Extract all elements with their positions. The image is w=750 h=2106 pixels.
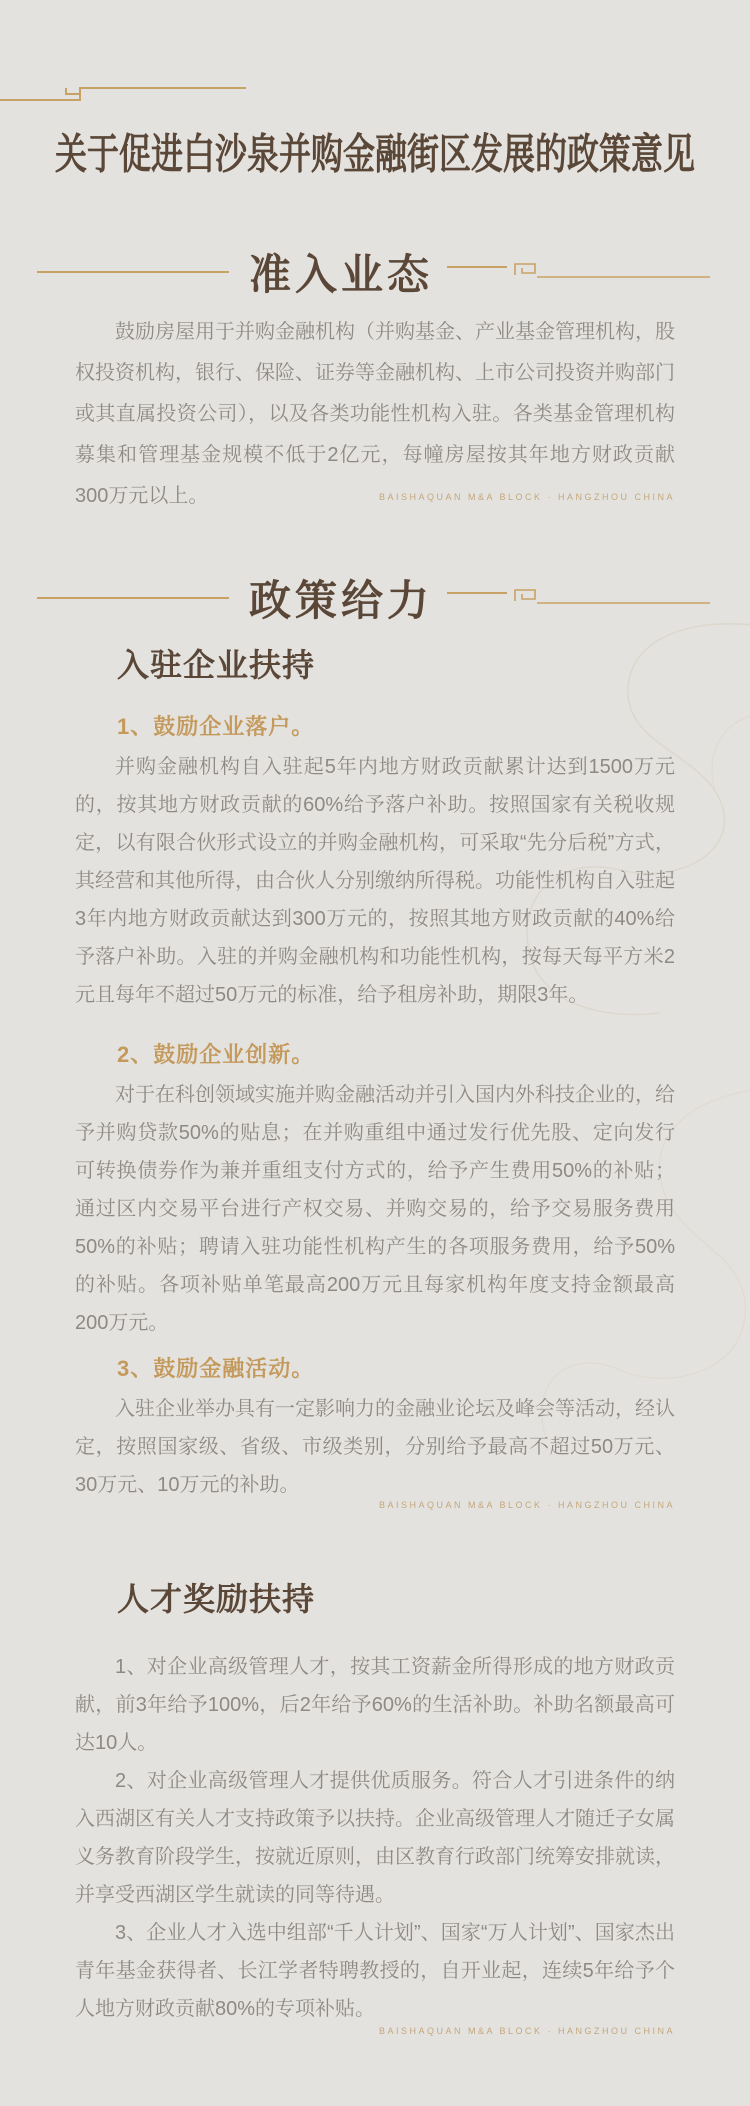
item-heading-innovate: 2、鼓励企业创新。 [117,1042,315,1067]
section-heading-policy: 政策给力 [248,577,433,624]
item-body-innovate: 对于在科创领域实施并购金融活动并引入国内外科技企业的，给予并购贷款50%的贴息；在并购重组中通过发行优先股、定向发行可转换债券作为兼并重组支付方式的，给予产生费用50%的补贴；通过区内交易平台进行产权交易、并购交易的，给予交易服务费用50%的补贴；聘请入驻功能性机构产生的各项服务费用，给予50%的补贴。各项补贴单笔最高200万元且每家机构年度支持金额最高200万元。 [75,1084,675,1334]
subsection-heading-enterprise: 入驻企业扶持 [117,647,316,683]
subsection-heading-talent: 人才奖励扶持 [117,1581,316,1617]
talent-paragraph-3: 3、企业人才入选中组部“千人计划”、国家“万人计划”、国家杰出青年基金获得者、长江学者特聘教授的，自开业起，连续5年给予个人地方财政贡献80%的专项补贴。 [75,1922,675,2020]
access-body-paragraph: 鼓励房屋用于并购金融机构（并购基金、产业基金管理机构，股权投资机构，银行、保险、证券等金融机构、上市公司投资并购部门或其直属投资公司），以及各类功能性机构入驻。各类基金管理机构募集和管理基金规模不低于2亿元，每幢房屋按其年地方财政贡献300万元以上。 [75,321,675,507]
item-heading-settle: 1、鼓励企业落户。 [117,714,315,739]
watermark-text: BAISHAQUAN M&A BLOCK · HANGZHOU CHINA [378,492,675,502]
item-body-finance-activity: 入驻企业举办具有一定影响力的金融业论坛及峰会等活动，经认定，按照国家级、省级、市级类别，分别给予最高不超过50万元、30万元、10万元的补助。 [75,1398,675,1496]
header-left-line [37,597,229,599]
section-header-access [0,244,750,300]
watermark-text: BAISHAQUAN M&A BLOCK · HANGZHOU CHINA [378,1500,675,1510]
header-right-meander-icon [447,583,713,613]
talent-paragraphs [75,1648,675,2028]
header-right-meander-icon [447,257,713,287]
watermark-text: BAISHAQUAN M&A BLOCK · HANGZHOU CHINA [378,2026,675,2036]
page-title: 关于促进白沙泉并购金融街区发展的政策意见 [54,130,695,179]
item-heading-finance-activity: 3、鼓励金融活动。 [117,1356,315,1381]
section-header-policy [0,570,750,626]
talent-paragraph-1: 1、对企业高级管理人才，按其工资薪金所得形成的地方财政贡献，前3年给予100%，后2年给予60%的生活补助。补助名额最高可达10人。 [75,1656,675,1754]
meander-line-decoration-icon [0,80,250,106]
item-body-settle: 并购金融机构自入驻起5年内地方财政贡献累计达到1500万元的，按其地方财政贡献的60%给予落户补助。按照国家有关税收规定，以有限合伙形式设立的并购金融机构，可采取“先分后税”方式，其经营和其他所得，由合伙人分别缴纳所得税。功能性机构自入驻起3年内地方财政贡献达到300万元的，按照其地方财政贡献的40%给予落户补助。入驻的并购金融机构和功能性机构，按每天每平方米2元且每年不超过50万元的标准，给予租房补助，期限3年。 [75,756,675,1006]
header-left-line [37,271,229,273]
talent-paragraph-2: 2、对企业高级管理人才提供优质服务。符合人才引进条件的纳入西湖区有关人才支持政策予以扶持。企业高级管理人才随迁子女属义务教育阶段学生，按就近原则，由区教育行政部门统筹安排就读，并享受西湖区学生就读的同等待遇。 [75,1770,675,1906]
section-heading-access: 准入业态 [248,251,433,298]
